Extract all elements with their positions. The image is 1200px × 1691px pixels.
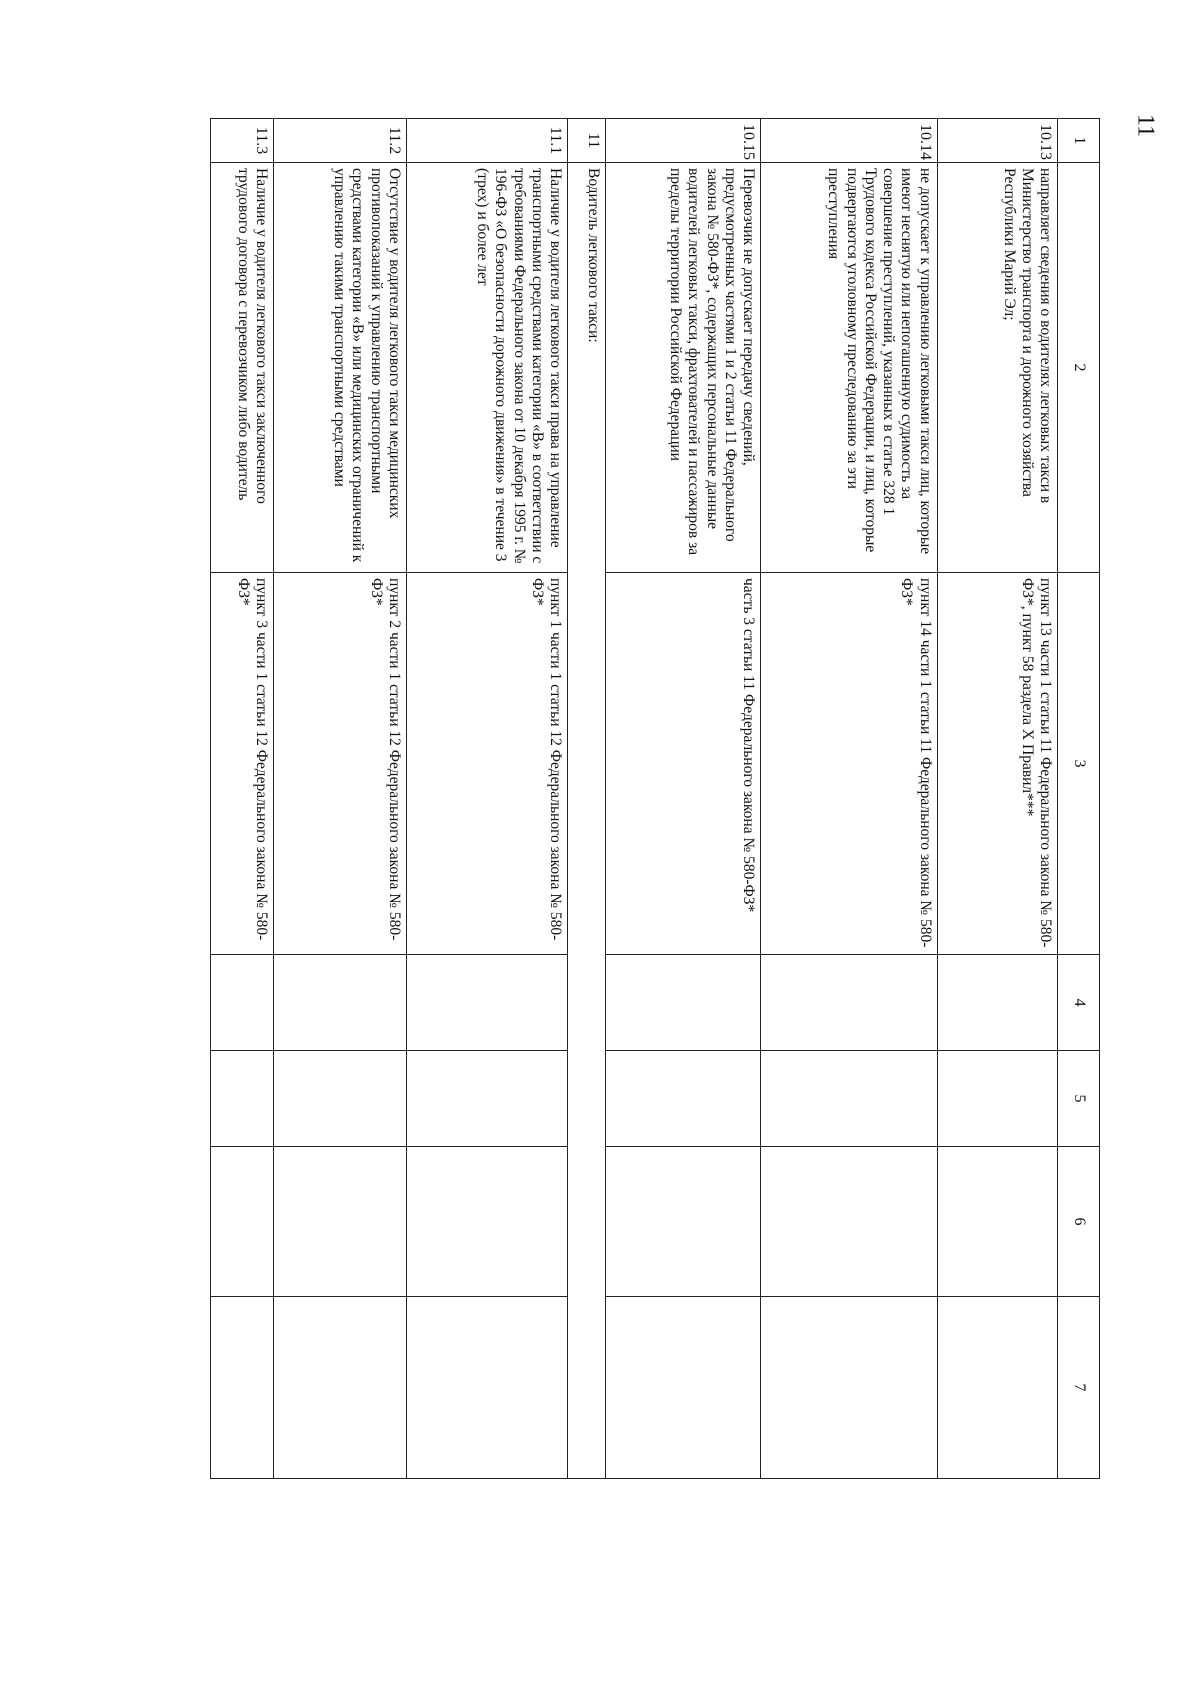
row-cell-5 (211, 1051, 274, 1147)
row-cell-5 (761, 1051, 938, 1147)
row-cell-6 (407, 1147, 568, 1297)
row-reference: пункт 3 части 1 статьи 12 Федерального закона № 580-ФЗ* (211, 573, 274, 955)
group-title: Водитель легкового такси: (568, 163, 606, 1479)
row-cell-6 (211, 1147, 274, 1297)
row-cell-6 (274, 1147, 407, 1297)
row-cell-5 (407, 1051, 568, 1147)
row-description: направляет сведения о водителях легковых такси в Министерство транспорта и дорожного хозяйства Республики Марий Эл; (937, 163, 1057, 573)
rotated-page-content (210, 118, 1100, 1478)
header-cell: 2 (1058, 163, 1100, 573)
header-cell: 7 (1058, 1297, 1100, 1479)
table-group-row (568, 119, 606, 1479)
row-cell-7 (606, 1297, 761, 1479)
row-number: 11.2 (274, 119, 407, 163)
row-cell-4 (937, 955, 1057, 1051)
row-cell-7 (761, 1297, 938, 1479)
row-cell-7 (407, 1297, 568, 1479)
row-cell-4 (761, 955, 938, 1051)
row-number: 10.14 (761, 119, 938, 163)
row-cell-5 (937, 1051, 1057, 1147)
row-cell-7 (211, 1297, 274, 1479)
table-row (211, 119, 274, 1479)
page-number: 11 (1132, 113, 1159, 138)
table-row (274, 119, 407, 1479)
row-cell-4 (274, 955, 407, 1051)
row-cell-6 (761, 1147, 938, 1297)
row-cell-4 (211, 955, 274, 1051)
row-number: 11.1 (407, 119, 568, 163)
row-reference: пункт 1 части 1 статьи 12 Федерального закона № 580-ФЗ* (407, 573, 568, 955)
row-reference: пункт 2 части 1 статьи 12 Федерального закона № 580-ФЗ* (274, 573, 407, 955)
header-cell: 4 (1058, 955, 1100, 1051)
row-cell-4 (606, 955, 761, 1051)
row-cell-5 (274, 1051, 407, 1147)
row-cell-6 (606, 1147, 761, 1297)
row-number: 10.13 (937, 119, 1057, 163)
row-number: 10.15 (606, 119, 761, 163)
header-cell: 5 (1058, 1051, 1100, 1147)
row-cell-6 (937, 1147, 1057, 1297)
table-row (937, 119, 1057, 1479)
row-description: Наличие у водителя легкового такси заключенного трудового договора с перевозчиком либо водитель (211, 163, 274, 573)
row-description: Перевозчик не допускает передачу сведений, предусмотренных частями 1 и 2 статьи 11 Федерального закона № 580-ФЗ*, содержащих персональные данные водителей легковых такси, фрахтователей и пассажиров за пределы территории Российской Федерации (606, 163, 761, 573)
row-number: 11.3 (211, 119, 274, 163)
row-description: Наличие у водителя легкового такси права на управление транспортными средствами категории «B» в соответствии с требованиями Федерального закона от 10 декабря 1995 г. № 196-ФЗ «О безопасности дорожного движения» в течение 3 (трех) и более лет (407, 163, 568, 573)
requirements-table (210, 118, 1100, 1479)
row-cell-4 (407, 955, 568, 1051)
row-reference: пункт 13 части 1 статьи 11 Федерального закона № 580-ФЗ*, пункт 58 раздела X Правил*** (937, 573, 1057, 955)
table-row (606, 119, 761, 1479)
row-cell-5 (606, 1051, 761, 1147)
header-cell: 1 (1058, 119, 1100, 163)
table-row (761, 119, 938, 1479)
header-cell: 3 (1058, 573, 1100, 955)
row-description: Отсутствие у водителя легкового такси медицинских противопоказаний к управлению транспортными средствами категории «B» или медицинских ограничений к управлению такими транспортными средствами (274, 163, 407, 573)
table-header-row (1058, 119, 1100, 1479)
row-description: не допускает к управлению легковыми такси лиц, которые имеют неснятую или непогашенную судимость за совершение преступлений, указанных в статье 328 1 Трудового кодекса Российской Федерации, и лиц, которые подвергаются уголовному преследованию за эти преступления (761, 163, 938, 573)
table-row (407, 119, 568, 1479)
row-cell-7 (274, 1297, 407, 1479)
row-reference: часть 3 статьи 11 Федерального закона № 580-ФЗ* (606, 573, 761, 955)
row-cell-7 (937, 1297, 1057, 1479)
header-cell: 6 (1058, 1147, 1100, 1297)
row-reference: пункт 14 части 1 статьи 11 Федерального закона № 580-ФЗ* (761, 573, 938, 955)
group-number: 11 (568, 119, 606, 163)
